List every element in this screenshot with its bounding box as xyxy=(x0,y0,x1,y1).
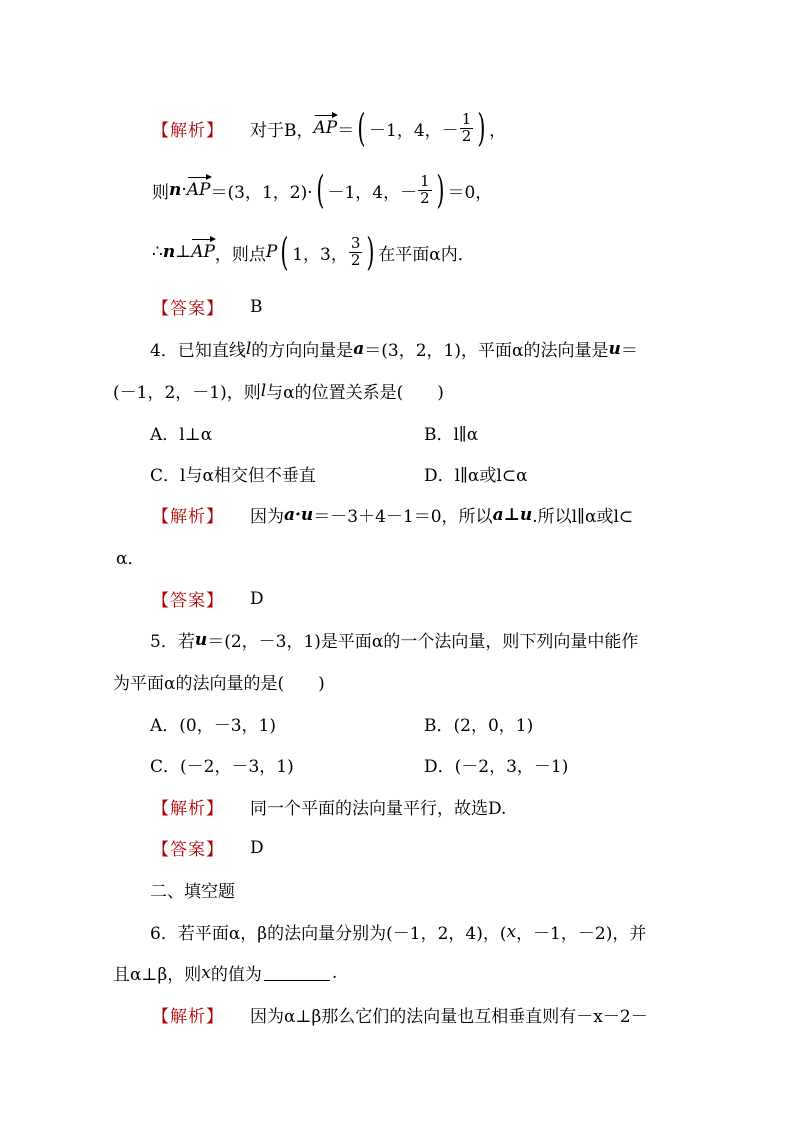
sol3-tail2: ＝0， xyxy=(447,182,493,203)
q5-solution-line xyxy=(152,794,506,819)
dot-symbol: · xyxy=(181,180,187,200)
sol3-answer: B xyxy=(250,296,263,317)
sol3-line2 xyxy=(152,170,492,210)
q4-solution-line2: α． xyxy=(116,549,145,569)
q4-sol-perp: a⊥u xyxy=(492,504,533,525)
sol3-mid2: ＝(3，1，2)· xyxy=(210,182,313,203)
section-heading: 二、填空题 xyxy=(150,882,235,902)
q6-text-b: ，－1，－2)，并 xyxy=(516,924,647,944)
fraction-half xyxy=(418,171,432,207)
sol3-eq: ＝ xyxy=(337,120,355,141)
q4-option-c: C．l与α相交但不垂直 xyxy=(150,466,316,486)
right-paren: ) xyxy=(477,106,486,150)
sol3-mid3: ，则点 xyxy=(214,244,266,265)
sol3-inner2: －1，4，－ xyxy=(327,182,418,203)
fraction-denominator: 2 xyxy=(420,188,430,207)
analysis-label: 【解析】 xyxy=(152,120,224,141)
q5-option-b: B．(2，0，1) xyxy=(424,716,534,736)
q5-text-a: 5．若 xyxy=(150,632,195,652)
q4-text-b: 的方向向量是 xyxy=(251,341,354,361)
q4-option-d: D．l∥α或l⊂α xyxy=(424,466,528,486)
q5-option-a: A．(0，－3，1) xyxy=(150,716,276,736)
sol3-then: 则 xyxy=(152,182,169,203)
fraction-denominator: 2 xyxy=(350,250,361,269)
vector-ap: AP xyxy=(313,118,338,138)
analysis-label: 【解析】 xyxy=(152,799,224,819)
answer-label: 【答案】 xyxy=(152,840,224,860)
q6-line1 xyxy=(150,919,646,944)
q4-answer: D xyxy=(250,588,264,609)
q5-text-b: ＝(2，－3，1)是平面α的一个法向量，则下列向量中能作 xyxy=(207,632,639,652)
q5-line1 xyxy=(150,627,638,652)
right-paren: ) xyxy=(366,230,375,274)
q4-text-a: 4．已知直线 xyxy=(150,341,246,361)
left-paren: ( xyxy=(315,168,325,212)
left-paren: ( xyxy=(280,230,289,274)
q4-line2 xyxy=(113,378,444,403)
therefore-symbol: ∴ xyxy=(152,242,163,262)
variable-x: x xyxy=(506,921,517,942)
answer-blank xyxy=(264,964,330,981)
sol3-answer-line xyxy=(152,294,263,319)
sol3-tail1: ， xyxy=(489,120,507,141)
vector-a: a xyxy=(353,338,365,359)
q4-solution-line1 xyxy=(152,502,633,527)
analysis-label: 【解析】 xyxy=(152,1007,224,1027)
q6-solution: 因为α⊥β那么它们的法向量也互相垂直则有－x－2－ xyxy=(250,1007,648,1027)
analysis-label: 【解析】 xyxy=(152,507,224,527)
sol3-inner1: －1，4，－ xyxy=(369,120,459,141)
q4-sol-dot-product: a·u xyxy=(284,504,314,525)
fraction-denominator: 2 xyxy=(461,126,472,145)
q5-solution: 同一个平面的法向量平行，故选D. xyxy=(250,799,507,819)
q4-text-d: ＝ xyxy=(620,341,638,361)
q4-text-e: (－1，2，－1)，则 xyxy=(113,383,261,403)
q6-text-a: 6．若平面α，β的法向量分别为(－1，2，4)，( xyxy=(150,924,507,944)
left-paren: ( xyxy=(357,106,366,150)
fraction-numerator: 1 xyxy=(461,109,472,128)
vector-u: u xyxy=(608,338,621,359)
right-paren: ) xyxy=(435,168,445,212)
q4-option-b: B．l∥α xyxy=(424,425,479,445)
sol3-inner3: 1，3， xyxy=(292,244,348,265)
sol3-text1: 对于B， xyxy=(250,120,314,141)
fraction-half xyxy=(460,109,474,145)
q5-line2: 为平面α的法向量的是( ) xyxy=(113,674,325,694)
sol3-tail3: 在平面α内． xyxy=(378,244,475,265)
q4-text-f: 与α的位置关系是( ) xyxy=(266,383,444,403)
vector-n: n xyxy=(162,242,176,262)
vector-ap: AP xyxy=(186,180,211,200)
q5-answer-line xyxy=(152,835,264,860)
perp-symbol: ⊥ xyxy=(175,242,192,262)
fraction-numerator: 3 xyxy=(350,233,361,252)
q6-solution-line xyxy=(152,1002,648,1027)
fraction-three-halves xyxy=(349,233,363,269)
sol3-line3 xyxy=(152,232,475,272)
line-l: l xyxy=(245,338,252,359)
q5-answer: D xyxy=(250,837,264,858)
point-p: P xyxy=(265,242,278,262)
variable-x: x xyxy=(201,962,211,983)
q4-sol-text-a: 因为 xyxy=(250,507,284,527)
q6-line2 xyxy=(113,960,337,985)
q5-option-d: D．(－2，3，－1) xyxy=(424,757,569,777)
q4-option-a: A．l⊥α xyxy=(150,425,213,445)
answer-label: 【答案】 xyxy=(152,299,224,319)
q4-text-c: ＝(3，2，1)，平面α的法向量是 xyxy=(364,341,609,361)
q4-line1 xyxy=(150,336,638,361)
fraction-numerator: 1 xyxy=(420,171,430,190)
q4-sol-text-c: .所以l∥α或l⊂ xyxy=(532,507,634,527)
q5-option-c: C．(－2，－3，1) xyxy=(150,757,294,777)
q6-text-c: 且α⊥β，则 xyxy=(113,965,202,985)
answer-label: 【答案】 xyxy=(152,591,224,611)
vector-ap: AP xyxy=(191,242,215,262)
q4-answer-line xyxy=(152,586,264,611)
sol3-line1 xyxy=(152,108,506,148)
vector-u: u xyxy=(194,629,208,650)
q6-period: . xyxy=(331,962,338,983)
line-l: l xyxy=(260,380,267,401)
q4-sol-text-b: ＝－3＋4－1＝0，所以 xyxy=(313,507,493,527)
vector-n: n xyxy=(169,180,182,200)
q6-text-d: 的值为 xyxy=(210,965,262,985)
